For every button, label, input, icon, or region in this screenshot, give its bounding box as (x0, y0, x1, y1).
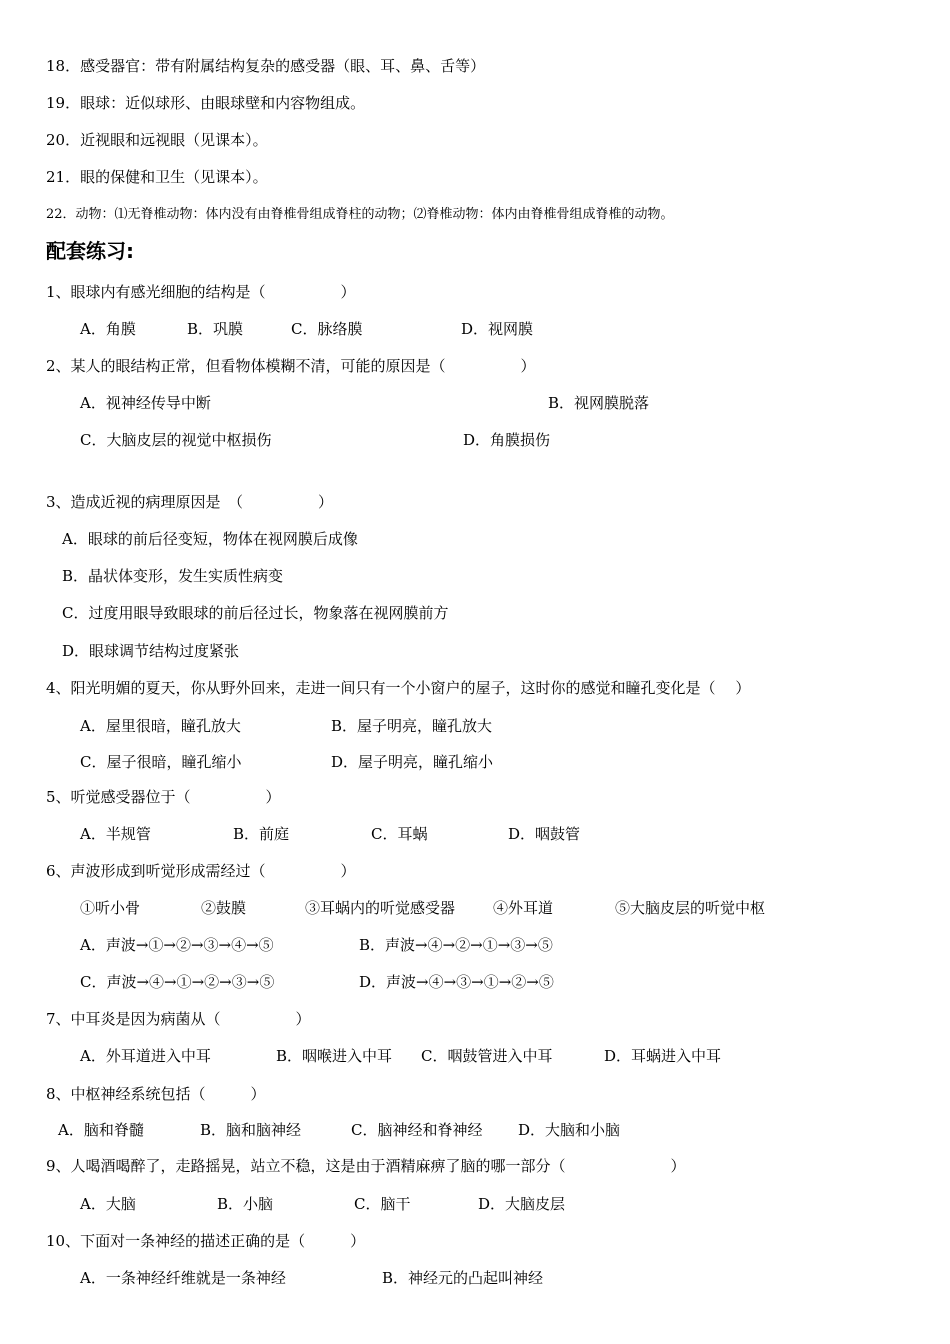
question-7-option-a: A．外耳道进入中耳 (80, 1047, 211, 1065)
question-3-option-c: C．过度用眼导致眼球的前后径过长，物象落在视网膜前方 (62, 604, 449, 622)
question-6-item-2: ②鼓膜 (201, 899, 247, 917)
question-8-option-c: C．脑神经和脊神经 (351, 1121, 483, 1139)
question-9-option-d: D．大脑皮层 (478, 1195, 566, 1213)
question-3-option-a: A．眼球的前后径变短，物体在视网膜后成像 (62, 530, 358, 548)
note-19: 19．眼球：近似球形、由眼球壁和内容物组成。 (46, 94, 366, 112)
question-6-item-3: ③耳蜗内的听觉感受器 (305, 899, 456, 917)
question-8-option-d: D．大脑和小脑 (518, 1121, 621, 1139)
question-3-option-d: D．眼球调节结构过度紧张 (62, 642, 240, 660)
question-4-option-a: A．屋里很暗，瞳孔放大 (80, 717, 241, 735)
question-1-option-a: A．角膜 (80, 320, 136, 338)
note-21: 21．眼的保健和卫生（见课本）。 (46, 168, 268, 186)
question-8-option-a: A．脑和脊髓 (58, 1121, 144, 1139)
question-7-stem: 7、中耳炎是因为病菌从（ ） (46, 1010, 311, 1028)
question-1-option-b: B．巩膜 (187, 320, 244, 338)
question-6-option-b: B．声波→④→②→①→③→⑤ (359, 936, 553, 954)
question-7-option-c: C．咽鼓管进入中耳 (421, 1047, 553, 1065)
question-2-option-c: C．大脑皮层的视觉中枢损伤 (80, 431, 272, 449)
section-title: 配套练习: (46, 239, 134, 263)
note-18: 18．感受器官：带有附属结构复杂的感受器（眼、耳、鼻、舌等） (46, 57, 486, 75)
question-1-option-c: C．脉络膜 (291, 320, 363, 338)
question-5-option-c: C．耳蜗 (371, 825, 428, 843)
note-22: 22．动物：⑴无脊椎动物：体内没有由脊椎骨组成脊柱的动物；⑵脊椎动物：体内由脊椎骨组成脊椎的动物。 (46, 207, 674, 222)
question-6-item-5: ⑤大脑皮层的听觉中枢 (615, 899, 766, 917)
question-10-option-a: A．一条神经纤维就是一条神经 (80, 1269, 286, 1287)
question-6-item-4: ④外耳道 (493, 899, 554, 917)
question-10-stem: 10、下面对一条神经的描述正确的是（ ） (46, 1232, 366, 1250)
question-4-option-b: B．屋子明亮，瞳孔放大 (331, 717, 493, 735)
question-5-option-b: B．前庭 (233, 825, 290, 843)
question-9-stem: 9、人喝酒喝醉了，走路摇晃，站立不稳，这是由于酒精麻痹了脑的哪一部分（ ） (46, 1157, 686, 1175)
question-4-stem: 4、阳光明媚的夏天，你从野外回来，走进一间只有一个小窗户的屋子，这时你的感觉和瞳孔变化是（ ） (46, 679, 751, 697)
question-6-option-d: D．声波→④→③→①→②→⑤ (359, 973, 554, 991)
question-2-option-a: A．视神经传导中断 (80, 394, 211, 412)
question-2-option-d: D．角膜损伤 (463, 431, 551, 449)
question-9-option-b: B．小脑 (217, 1195, 274, 1213)
question-6-option-c: C．声波→④→①→②→③→⑤ (80, 973, 275, 991)
question-4-option-d: D．屋子明亮，瞳孔缩小 (331, 753, 494, 771)
question-9-option-a: A．大脑 (80, 1195, 136, 1213)
question-1-stem: 1、眼球内有感光细胞的结构是（ ） (46, 283, 356, 301)
question-7-option-d: D．耳蜗进入中耳 (604, 1047, 722, 1065)
question-2-stem: 2、某人的眼结构正常，但看物体模糊不清，可能的原因是（ ） (46, 357, 536, 375)
question-3-option-b: B．晶状体变形，发生实质性病变 (62, 567, 284, 585)
question-6-option-a: A．声波→①→②→③→④→⑤ (80, 936, 274, 954)
question-8-option-b: B．脑和脑神经 (200, 1121, 302, 1139)
question-4-option-c: C．屋子很暗，瞳孔缩小 (80, 753, 242, 771)
question-6-item-1: ①听小骨 (80, 899, 141, 917)
question-3-stem: 3、造成近视的病理原因是 （ ） (46, 493, 334, 511)
question-5-option-a: A．半规管 (80, 825, 151, 843)
question-1-option-d: D．视网膜 (461, 320, 534, 338)
question-9-option-c: C．脑干 (354, 1195, 411, 1213)
question-10-option-b: B．神经元的凸起叫神经 (382, 1269, 544, 1287)
question-5-option-d: D．咽鼓管 (508, 825, 581, 843)
question-5-stem: 5、听觉感受器位于（ ） (46, 788, 281, 806)
question-7-option-b: B．咽喉进入中耳 (276, 1047, 393, 1065)
question-6-stem: 6、声波形成到听觉形成需经过（ ） (46, 862, 356, 880)
note-20: 20．近视眼和远视眼（见课本）。 (46, 131, 268, 149)
question-8-stem: 8、中枢神经系统包括（ ） (46, 1085, 266, 1103)
question-2-option-b: B．视网膜脱落 (548, 394, 650, 412)
